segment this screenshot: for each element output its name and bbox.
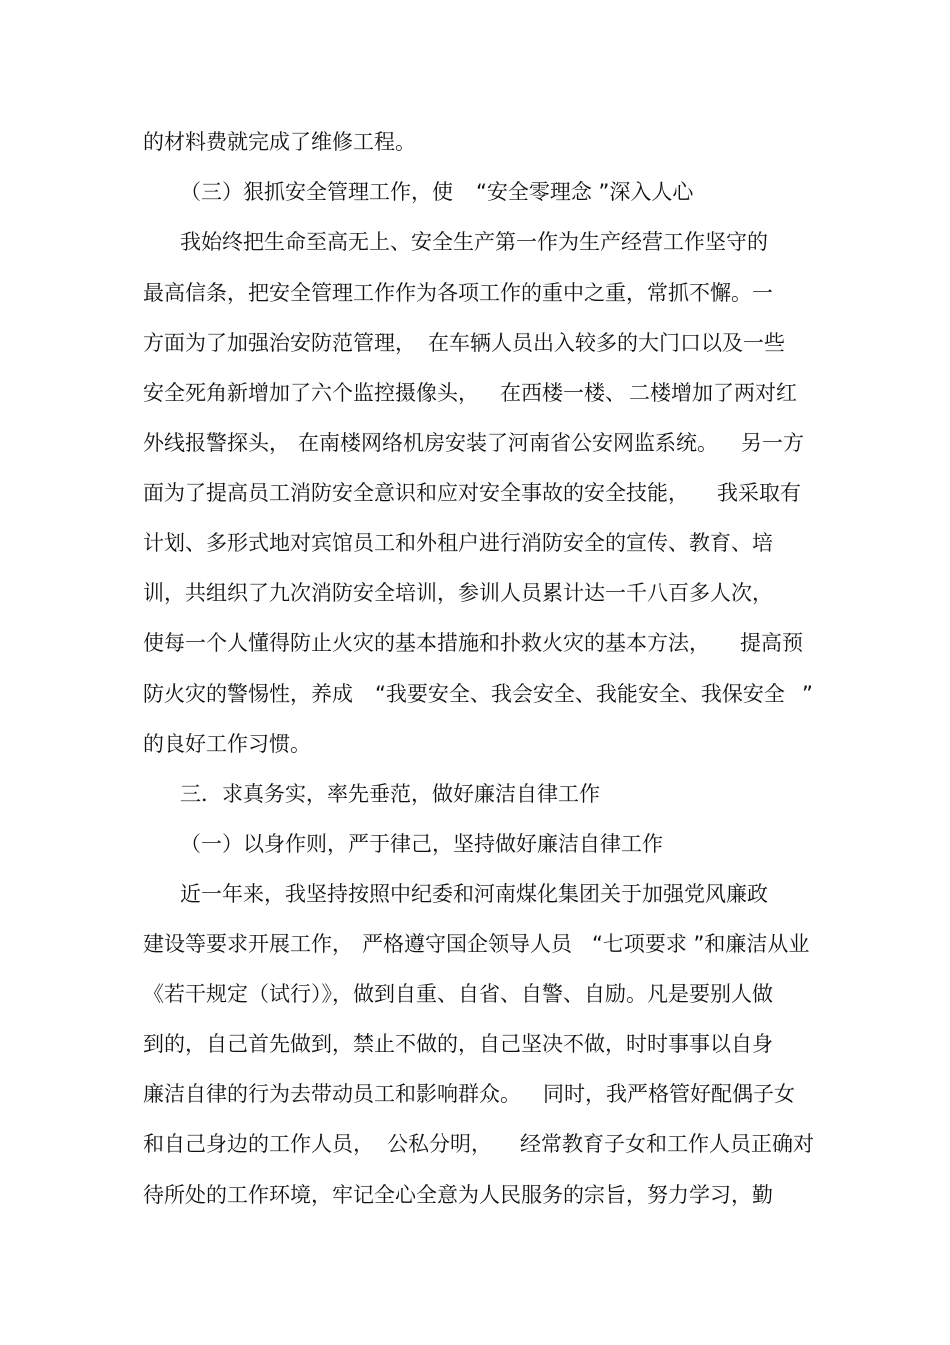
text-segment: 到的，自己首先做到，禁止不做的，自己坚决不做，时时事事以自身	[143, 1032, 773, 1056]
text-segment: 同时，我严格管好配偶子女	[543, 1082, 795, 1106]
text-segment: 三．求真务实，率先垂范，做好廉洁自律工作	[180, 782, 600, 806]
text-segment: 使每一个人懂得防止火灾的基本措施和扑救火灾的基本方法，	[143, 631, 710, 655]
text-line	[0, 729, 950, 759]
text-segment: 最高信条，把安全管理工作作为各项工作的重中之重，常抓不懈。一	[143, 281, 773, 305]
text-line	[0, 1180, 950, 1210]
text-segment: 在车辆人员出入较多的大门口以及一些	[428, 331, 785, 355]
text-segment: （三）狠抓安全管理工作，使	[180, 180, 453, 204]
text-line	[0, 278, 950, 308]
text-segment: （一）以身作则，严于律己，坚持做好廉洁自律工作	[180, 832, 663, 856]
text-segment: 经常教育子女和工作人员正确对	[520, 1132, 814, 1156]
text-line	[0, 1079, 950, 1109]
text-line	[0, 528, 950, 558]
text-segment: 公私分明，	[387, 1132, 492, 1156]
text-line	[0, 1029, 950, 1059]
text-segment: 建设等要求开展工作，	[143, 932, 353, 956]
text-segment: 《若干规定（试行）》，做到自重、自省、自警、自励。凡是要别人做	[143, 982, 773, 1006]
text-line	[0, 1129, 950, 1159]
text-segment: 另一方	[741, 431, 804, 455]
text-segment: 提高预	[740, 631, 803, 655]
text-segment: 面为了提高员工消防安全意识和应对安全事故的安全技能，	[143, 481, 689, 505]
text-segment: 在南楼网络机房安装了河南省公安网监系统。	[298, 431, 718, 455]
text-segment: 我采取有	[717, 481, 801, 505]
text-line	[0, 578, 950, 608]
text-segment: 的良好工作习惯。	[143, 732, 311, 756]
text-segment: “安全零理念 ”深入人心	[476, 180, 694, 204]
text-segment: 和自己身边的工作人员，	[143, 1132, 374, 1156]
text-line	[0, 227, 950, 257]
text-segment: 待所处的工作环境，牢记全心全意为人民服务的宗旨，努力学习，勤	[143, 1183, 773, 1207]
text-segment: “七项要求 ”和廉洁从业	[592, 932, 810, 956]
text-segment: 训，共组织了九次消防安全培训，参训人员累计达一千八百多人次，	[143, 581, 773, 605]
text-segment: 方面为了加强治安防范管理，	[143, 331, 416, 355]
text-line	[0, 979, 950, 1009]
text-line	[0, 679, 950, 709]
text-segment: 在西楼一楼、	[500, 381, 626, 405]
text-segment: 严格遵守国企领导人员	[362, 932, 572, 956]
text-line	[0, 829, 950, 859]
text-segment: 廉洁自律的行为去带动员工和影响群众。	[143, 1082, 521, 1106]
text-segment: 二楼增加了两对红	[629, 381, 797, 405]
text-segment: 的材料费就完成了维修工程。	[143, 130, 416, 154]
text-line	[0, 628, 950, 658]
text-segment: ”	[802, 682, 813, 706]
text-line	[0, 428, 950, 458]
text-segment: 安全死角新增加了六个监控摄像头，	[143, 381, 479, 405]
text-segment: 外线报警探头，	[143, 431, 290, 455]
text-segment: 我始终把生命至高无上、安全生产第一作为生产经营工作坚守的	[180, 230, 768, 254]
text-line	[0, 929, 950, 959]
text-segment: 防火灾的警惕性，养成	[143, 682, 353, 706]
text-line	[0, 478, 950, 508]
text-segment: 近一年来，我坚持按照中纪委和河南煤化集团关于加强党风廉政	[180, 882, 768, 906]
text-segment: 计划、多形式地对宾馆员工和外租户进行消防安全的宣传、教育、培	[143, 531, 773, 555]
text-line	[0, 779, 950, 809]
text-line	[0, 328, 950, 358]
text-line	[0, 127, 950, 157]
text-line	[0, 177, 950, 207]
text-line	[0, 378, 950, 408]
text-line	[0, 879, 950, 909]
text-segment: “我要安全、我会安全、我能安全、我保安全	[375, 682, 785, 706]
